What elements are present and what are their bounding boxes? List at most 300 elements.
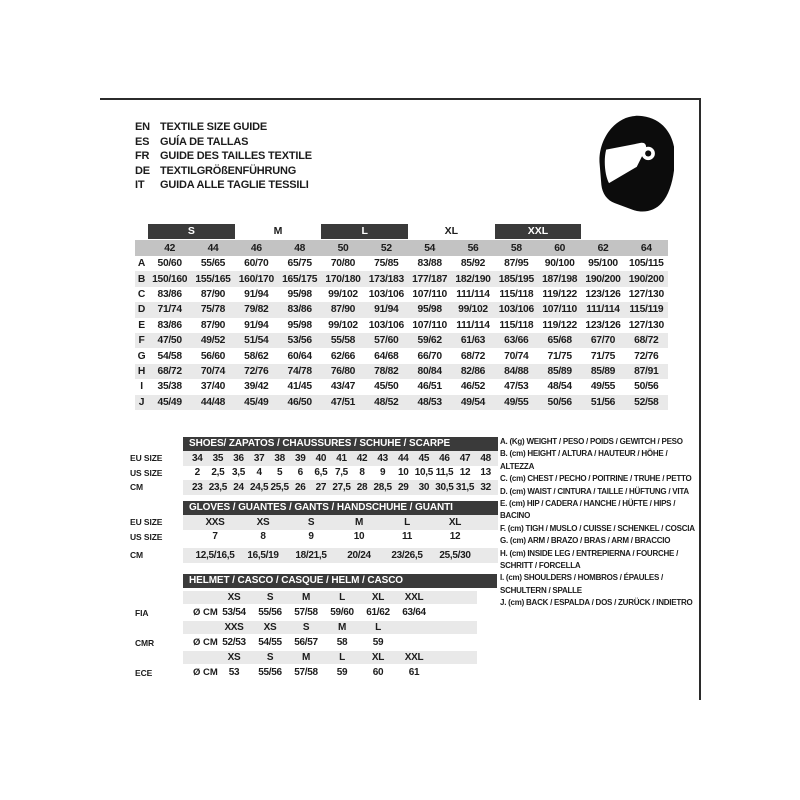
value-cell: 90/100 xyxy=(544,258,575,270)
value-cell: 3,5 xyxy=(231,467,245,479)
value-cell: 87/90 xyxy=(330,304,356,316)
value-cell: 65/68 xyxy=(547,335,572,347)
measurement-row xyxy=(135,364,668,379)
standard-label: ECE xyxy=(135,667,153,678)
value-cell: 57/58 xyxy=(294,607,318,618)
row-letter: H xyxy=(137,365,146,377)
value-cell: 12,5/16,5 xyxy=(195,549,235,561)
value-cell: 62/66 xyxy=(330,350,356,362)
values-strip xyxy=(183,480,498,495)
value-cell: 13 xyxy=(480,467,491,479)
values-strip xyxy=(183,664,477,681)
sizes-strip xyxy=(183,591,477,604)
diameter-unit: Ø CM xyxy=(193,607,218,618)
value-cell: 51/56 xyxy=(590,396,616,408)
value-cell: 48/52 xyxy=(374,396,399,408)
value-cell: 5 xyxy=(277,467,283,479)
legend-item: D. (cm) WAIST / CINTURA / TAILLE / HÜFTUNG / VITA xyxy=(500,486,689,496)
value-cell: 160/170 xyxy=(238,273,274,285)
value-cell: 4 xyxy=(256,467,262,479)
measurement-row xyxy=(135,271,668,286)
row-letter: F xyxy=(138,335,145,347)
value-cell: 78/82 xyxy=(374,365,399,377)
numeric-sizes-row xyxy=(135,240,668,256)
sub-table-row xyxy=(130,451,498,466)
size-cell: L xyxy=(339,652,345,663)
value-cell: 115/119 xyxy=(629,304,664,316)
value-cell: 6,5 xyxy=(314,467,328,479)
value-cell: 70/74 xyxy=(504,350,529,362)
value-cell: 123/126 xyxy=(585,319,621,331)
value-cell: 187/198 xyxy=(542,273,578,285)
legend-item: E. (cm) HIP / CADERA / HANCHE / HÜFTE / HIPS / BACINO xyxy=(500,499,676,521)
value-cell: 20/24 xyxy=(347,549,371,561)
value-cell: 87/95 xyxy=(504,258,529,270)
value-cell: 87/91 xyxy=(634,365,659,377)
value-cell: 107/110 xyxy=(412,319,447,331)
value-cell: 53 xyxy=(228,667,240,678)
value-cell: 43 xyxy=(377,452,388,464)
size-header-cell: 42 xyxy=(164,242,176,254)
value-cell: 11,5 xyxy=(435,467,454,479)
value-cell: 68/72 xyxy=(634,335,659,347)
value-cell: 173/183 xyxy=(368,273,404,285)
language-row xyxy=(135,178,312,193)
value-cell: 64/68 xyxy=(374,350,399,362)
row-letter: B xyxy=(137,273,146,285)
helmet-size-table xyxy=(130,574,497,681)
value-cell: 49/52 xyxy=(200,335,226,347)
size-header-cell: 48 xyxy=(294,242,306,254)
legend-item: B. (cm) HEIGHT / ALTURA / HAUTEUR / HÖHE / ALTEZZA xyxy=(500,449,668,471)
value-cell: 48 xyxy=(480,452,491,464)
guide-title: GUIDE DES TAILLES TEXTILE xyxy=(160,150,312,163)
value-cell: 75/78 xyxy=(200,304,226,316)
values-strip xyxy=(183,548,498,563)
value-cell: 2 xyxy=(194,467,200,479)
sub-table-row xyxy=(130,466,498,481)
textile-size-table xyxy=(135,224,668,410)
value-cell: 48/53 xyxy=(417,396,442,408)
value-cell: 95/98 xyxy=(417,304,442,316)
value-cell: XXS xyxy=(205,516,225,528)
value-cell: 70/80 xyxy=(330,258,356,270)
value-cell: 68/72 xyxy=(460,350,486,362)
value-cell: 75/85 xyxy=(374,258,399,270)
value-cell: 41 xyxy=(336,452,347,464)
size-cell: M xyxy=(337,622,347,633)
value-cell: 10 xyxy=(397,467,409,479)
helmet-table-header: HELMET / CASCO / CASQUE / HELM / CASCO xyxy=(183,574,497,588)
value-cell: 40 xyxy=(315,452,327,464)
standard-label: CMR xyxy=(135,637,155,648)
value-cell: 82/86 xyxy=(460,365,486,377)
value-cell: 59 xyxy=(336,667,348,678)
value-cell: 85/92 xyxy=(460,258,486,270)
value-cell: 23 xyxy=(192,481,203,493)
size-cell: M xyxy=(301,652,311,663)
value-cell: 28 xyxy=(356,481,368,493)
helmet-sizes-row xyxy=(130,651,497,664)
gloves-table-rows xyxy=(130,515,498,563)
value-cell: 12 xyxy=(459,467,471,479)
value-cell: 42 xyxy=(356,452,368,464)
value-cell: 36 xyxy=(233,452,244,464)
size-cell: L xyxy=(375,622,381,633)
value-cell: 34 xyxy=(192,452,203,464)
language-row xyxy=(135,120,312,135)
language-code: DE xyxy=(135,164,150,177)
value-cell: 59/60 xyxy=(330,607,354,618)
value-cell: 28,5 xyxy=(373,481,392,493)
legend-item: H. (cm) INSIDE LEG / ENTREPIERNA / FOURCHE / SCHRITT / FORCELLA xyxy=(500,548,679,571)
size-header-cell: 64 xyxy=(640,242,652,254)
value-cell: 49/55 xyxy=(590,381,616,393)
sub-table-row xyxy=(130,548,498,563)
value-cell: 177/187 xyxy=(412,273,448,285)
value-cell: XL xyxy=(448,516,462,528)
value-cell: 46 xyxy=(439,452,450,464)
language-title-list xyxy=(135,120,312,193)
helmet-sizes-row xyxy=(130,591,497,604)
value-cell: 51/54 xyxy=(244,335,269,347)
row-label: US SIZE xyxy=(130,467,163,478)
value-cell: 49/54 xyxy=(460,396,486,408)
value-cell: 190/200 xyxy=(585,273,621,285)
value-cell: 57/60 xyxy=(374,335,399,347)
sizes-strip xyxy=(183,621,477,634)
value-cell: 50/56 xyxy=(634,381,659,393)
value-cell: 87/90 xyxy=(200,288,226,300)
size-group-row xyxy=(135,224,668,240)
size-header-cell: 56 xyxy=(467,242,479,254)
value-cell: 46/50 xyxy=(287,396,312,408)
value-cell: 105/115 xyxy=(629,258,664,270)
size-group-dark-label: XXL xyxy=(495,224,582,239)
value-cell: 54/55 xyxy=(258,637,282,648)
value-cell: 47/50 xyxy=(157,335,182,347)
gloves-size-table xyxy=(130,501,498,563)
size-cell: L xyxy=(339,592,345,603)
value-cell: 71/74 xyxy=(157,304,182,316)
value-cell: 12 xyxy=(449,531,461,543)
value-cell: 60 xyxy=(372,667,384,678)
value-cell: 44 xyxy=(397,452,409,464)
measurement-row xyxy=(135,333,668,348)
value-cell: 30,5 xyxy=(435,481,454,493)
value-cell: 23,5 xyxy=(208,481,228,493)
size-header-cell: 62 xyxy=(597,242,609,254)
row-label: EU SIZE xyxy=(130,453,163,464)
value-cell: 56/60 xyxy=(200,350,226,362)
value-cell: 23/26,5 xyxy=(391,549,423,561)
value-cell: 44/48 xyxy=(200,396,226,408)
value-cell: 37/40 xyxy=(200,381,226,393)
value-cell: 103/106 xyxy=(368,319,404,331)
value-cell: 38 xyxy=(274,452,285,464)
sub-table-row xyxy=(130,480,498,495)
value-cell: 53/56 xyxy=(287,335,312,347)
value-cell: 190/200 xyxy=(628,273,664,285)
value-cell: 45 xyxy=(418,452,430,464)
shoes-size-table xyxy=(130,437,498,495)
helmet-table-rows xyxy=(130,591,497,681)
value-cell: 11 xyxy=(402,531,412,543)
row-letter: G xyxy=(137,350,146,362)
value-cell: 95/98 xyxy=(287,288,312,300)
size-header-cell: 52 xyxy=(380,242,392,254)
value-cell: 107/110 xyxy=(412,288,447,300)
value-cell: 39 xyxy=(295,452,306,464)
size-cell: XXL xyxy=(404,592,424,603)
value-cell: 59/62 xyxy=(417,335,442,347)
value-cell: 27,5 xyxy=(332,481,351,493)
value-cell: 71/75 xyxy=(547,350,572,362)
diameter-unit: Ø CM xyxy=(193,667,218,678)
value-cell: 30 xyxy=(418,481,430,493)
value-cell: 16,5/19 xyxy=(247,549,279,561)
legend-item: J. (cm) BACK / ESPALDA / DOS / ZURÜCK / INDIETRO xyxy=(500,598,693,608)
value-cell: 119/122 xyxy=(542,288,577,300)
size-cell: XL xyxy=(371,592,385,603)
size-cell: XL xyxy=(371,652,385,663)
value-cell: 60/70 xyxy=(244,258,269,270)
language-code: EN xyxy=(135,121,150,134)
value-cell: 76/80 xyxy=(330,365,356,377)
value-cell: 8 xyxy=(260,531,266,543)
value-cell: 31,5 xyxy=(455,481,475,493)
value-cell: 58 xyxy=(336,637,348,648)
value-cell: 127/130 xyxy=(628,288,664,300)
value-cell: 91/94 xyxy=(244,288,269,300)
value-cell: 85/89 xyxy=(590,365,616,377)
value-cell: 111/114 xyxy=(456,288,490,300)
sizes-strip xyxy=(183,651,477,664)
helmet-icon xyxy=(588,112,674,214)
value-cell: 99/102 xyxy=(328,288,358,300)
size-group-label: XL xyxy=(444,225,459,237)
gloves-table-header: GLOVES / GUANTES / GANTS / HANDSCHUHE / GUANTI xyxy=(183,501,498,515)
value-cell: 47/53 xyxy=(504,381,529,393)
value-cell: 24,5 xyxy=(249,481,269,493)
value-cell: 43/47 xyxy=(330,381,356,393)
value-cell: 65/75 xyxy=(287,258,312,270)
value-cell: 119/122 xyxy=(542,319,577,331)
value-cell: M xyxy=(354,516,364,528)
value-cell: 9 xyxy=(308,531,314,543)
size-header-cell: 60 xyxy=(554,242,566,254)
value-cell: 55/56 xyxy=(258,667,282,678)
value-cell: 150/160 xyxy=(152,273,188,285)
value-cell: 111/114 xyxy=(586,304,620,316)
row-label: CM xyxy=(130,550,144,561)
value-cell: 72/76 xyxy=(634,350,659,362)
value-cell: 27 xyxy=(315,481,327,493)
values-strip xyxy=(183,451,498,466)
row-letter: C xyxy=(137,288,146,300)
values-strip xyxy=(183,634,477,651)
size-header-cell: 46 xyxy=(250,242,262,254)
language-code: IT xyxy=(135,179,145,192)
size-cell: XXL xyxy=(404,652,424,663)
value-cell: 115/118 xyxy=(499,288,534,300)
guide-title: TEXTILE SIZE GUIDE xyxy=(160,121,268,134)
standard-label: FIA xyxy=(135,607,149,618)
values-strip xyxy=(183,604,477,621)
value-cell: 52/58 xyxy=(634,396,659,408)
guide-title: GUÍA DE TALLAS xyxy=(160,135,249,148)
value-cell: 115/118 xyxy=(499,319,534,331)
value-cell: 54/58 xyxy=(157,350,182,362)
guide-title: TEXTILGRÖßENFÜHRUNG xyxy=(160,164,297,177)
values-strip xyxy=(183,530,498,545)
value-cell: 79/82 xyxy=(244,304,269,316)
value-cell: 52/53 xyxy=(222,637,246,648)
size-group-dark-label: L xyxy=(321,224,408,239)
value-cell: 61 xyxy=(408,667,420,678)
value-cell: 83/86 xyxy=(287,304,312,316)
value-cell: 32 xyxy=(480,481,491,493)
value-cell: 91/94 xyxy=(374,304,399,316)
sub-table-row xyxy=(130,530,498,545)
size-cell: S xyxy=(302,622,310,633)
value-cell: 63/64 xyxy=(402,607,426,618)
value-cell: XS xyxy=(256,516,270,528)
value-cell: 185/195 xyxy=(498,273,534,285)
value-cell: 45/50 xyxy=(374,381,399,393)
values-strip xyxy=(183,466,498,481)
value-cell: 25,5 xyxy=(270,481,289,493)
value-cell: 83/86 xyxy=(157,319,182,331)
value-cell: 10 xyxy=(353,531,365,543)
value-cell: 48/54 xyxy=(547,381,572,393)
value-cell: 24 xyxy=(233,481,244,493)
value-cell: 99/102 xyxy=(328,319,358,331)
language-row xyxy=(135,164,312,179)
value-cell: 58/62 xyxy=(244,350,269,362)
value-cell: 182/190 xyxy=(455,273,491,285)
guide-title: GUIDA ALLE TAGLIE TESSILI xyxy=(160,179,309,192)
value-cell: 47 xyxy=(459,452,471,464)
value-cell: 84/88 xyxy=(504,365,529,377)
value-cell: 9 xyxy=(380,467,386,479)
value-cell: 26 xyxy=(295,481,306,493)
measurement-row xyxy=(135,348,668,363)
value-cell: 7 xyxy=(212,531,218,543)
value-cell: 41/45 xyxy=(287,381,312,393)
value-cell: 61/62 xyxy=(366,607,390,618)
value-cell: 80/84 xyxy=(417,365,442,377)
language-code: FR xyxy=(135,150,150,163)
row-label: US SIZE xyxy=(130,531,163,542)
value-cell: 8 xyxy=(359,467,365,479)
measurement-row xyxy=(135,395,668,410)
value-cell: 87/90 xyxy=(200,319,226,331)
value-cell: 49/55 xyxy=(504,396,529,408)
value-cell: 85/89 xyxy=(547,365,572,377)
value-cell: 53/54 xyxy=(222,607,246,618)
value-cell: 45/49 xyxy=(244,396,269,408)
value-cell: 72/76 xyxy=(244,365,269,377)
value-cell: 83/88 xyxy=(417,258,442,270)
value-cell: 70/74 xyxy=(200,365,226,377)
value-cell: 67/70 xyxy=(590,335,616,347)
value-cell: 60/64 xyxy=(287,350,312,362)
value-cell: L xyxy=(404,516,410,528)
shoes-table-rows xyxy=(130,451,498,495)
value-cell: 123/126 xyxy=(585,288,621,300)
value-cell: 37 xyxy=(253,452,265,464)
language-code: ES xyxy=(135,135,150,148)
value-cell: 56/57 xyxy=(294,637,318,648)
value-cell: 165/175 xyxy=(282,273,318,285)
helmet-values-row xyxy=(130,634,497,651)
row-letter: A xyxy=(137,258,146,270)
row-letter: D xyxy=(137,304,146,316)
size-cell: M xyxy=(301,592,311,603)
measurement-row xyxy=(135,379,668,394)
size-cell: S xyxy=(266,652,274,663)
value-cell: 59 xyxy=(372,637,384,648)
value-cell: 55/56 xyxy=(258,607,282,618)
value-cell: 68/72 xyxy=(157,365,182,377)
helmet-sizes-row xyxy=(130,621,497,634)
value-cell: 35 xyxy=(212,452,224,464)
value-cell: 25,5/30 xyxy=(439,549,471,561)
legend-item: C. (cm) CHEST / PECHO / POITRINE / TRUHE / PETTO xyxy=(500,474,692,484)
diameter-unit: Ø CM xyxy=(193,637,218,648)
value-cell: 66/70 xyxy=(417,350,442,362)
value-cell: 107/110 xyxy=(542,304,577,316)
value-cell: S xyxy=(307,516,315,528)
size-group-dark-label: S xyxy=(148,224,235,239)
value-cell: 18/21,5 xyxy=(295,549,327,561)
value-cell: 47/51 xyxy=(330,396,356,408)
row-label: CM xyxy=(130,482,144,493)
size-group-label: M xyxy=(273,225,283,237)
sub-table-row xyxy=(130,515,498,530)
size-header-cell: 54 xyxy=(424,242,436,254)
value-cell: 46/51 xyxy=(417,381,442,393)
value-cell: 7,5 xyxy=(334,467,348,479)
value-cell: 83/86 xyxy=(157,288,182,300)
value-cell: 91/94 xyxy=(244,319,269,331)
size-cell: S xyxy=(266,592,274,603)
value-cell: 2,5 xyxy=(211,467,225,479)
helmet-values-row xyxy=(130,604,497,621)
value-cell: 99/102 xyxy=(458,304,488,316)
size-cell: XS xyxy=(227,652,241,663)
value-cell: 74/78 xyxy=(287,365,312,377)
value-cell: 50/56 xyxy=(547,396,572,408)
value-cell: 35/38 xyxy=(157,381,182,393)
measurement-row xyxy=(135,256,668,271)
legend-item: I. (cm) SHOULDERS / HOMBROS / ÉPAULES / SCHULTERN / SPALLE xyxy=(500,573,664,595)
size-group-label xyxy=(581,224,624,239)
value-cell: 63/66 xyxy=(504,335,529,347)
row-letter: J xyxy=(138,396,145,408)
size-cell: XS xyxy=(227,592,241,603)
value-cell: 10,5 xyxy=(414,467,433,479)
value-cell: 170/180 xyxy=(325,273,361,285)
measurement-row xyxy=(135,287,668,302)
shoes-table-header: SHOES/ ZAPATOS / CHAUSSURES / SCHUHE / SCARPE xyxy=(183,437,498,451)
value-cell: 103/106 xyxy=(498,304,534,316)
size-cell: XXS xyxy=(224,622,244,633)
language-row xyxy=(135,149,312,164)
legend-item: G. (cm) ARM / BRAZO / BRAS / ARM / BRACCIO xyxy=(500,536,671,546)
size-header-cell: 58 xyxy=(510,242,522,254)
